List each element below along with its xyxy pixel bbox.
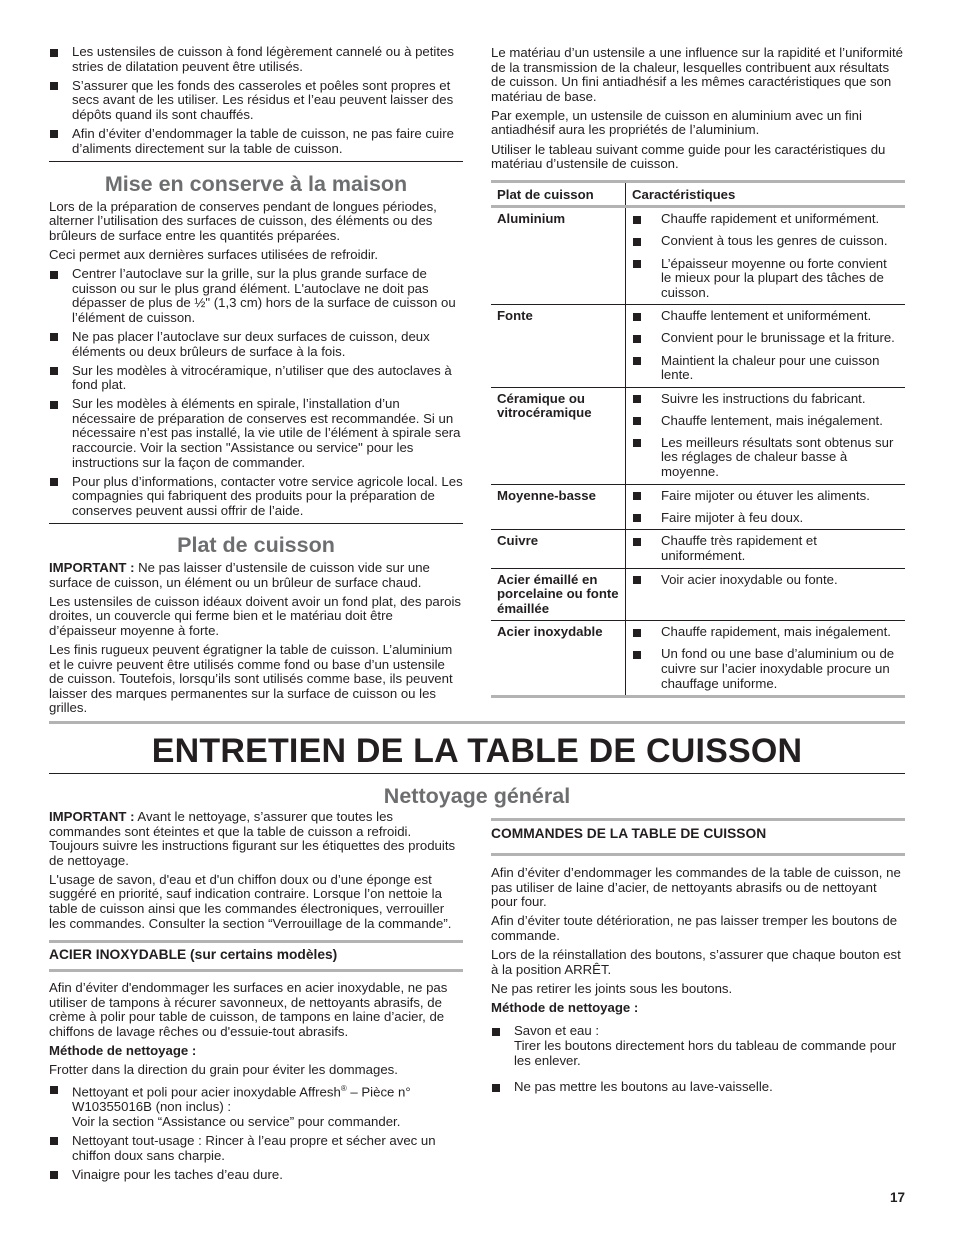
characteristics-list — [632, 573, 899, 588]
table-cell-characteristics — [626, 530, 906, 568]
section-heading: Nettoyage général — [383, 784, 571, 808]
list-item-title: Savon et eau : — [514, 1023, 600, 1039]
important-text: Avant le nettoyage, s’assurer que toutes les commandes sont éteintes et que la table de cuisson a refroidi. Toujours suivre les instructions figurant sur les étiquettes des produits de nettoyage. — [49, 809, 456, 868]
product-part: – Pièce n° W10355016B (non inclus) : — [72, 1084, 411, 1115]
controls-bullet-list — [491, 1024, 905, 1094]
list-item: Sur les modèles à éléments en spirale, l’installation d’un nécessaire de préparation de conserves est recommandée. Si un nécessaire n’est pas installé, la vie utile de l’élément à spirale sera raccourcie. Voir la section "Assistance ou service" pour les instructions sur la façon de commander. — [49, 397, 463, 470]
table-cell-characteristics — [626, 207, 906, 305]
table-cell-material: Aluminium — [491, 207, 626, 305]
list-item: Voir acier inoxydable ou fonte. — [632, 573, 899, 588]
canning-paragraph: Lors de la préparation de conserves pendant de longues périodes, alterner l’utilisation des surfaces de cuisson, des éléments ou des brûleurs de surface entre les quantités préparées. — [49, 198, 437, 243]
divider — [49, 523, 463, 524]
important-label: IMPORTANT : — [49, 809, 135, 824]
important-paragraph — [49, 561, 463, 590]
table-row — [491, 305, 905, 387]
canning-bullet-list — [49, 267, 463, 519]
product-note: Voir la section “Assistance ou service” pour commander. — [72, 1113, 401, 1129]
cookware-table — [491, 180, 905, 698]
list-item: L’épaisseur moyenne ou forte convient le mieux pour la plupart des tâches de cuisson. — [632, 257, 899, 301]
right-bottom-column — [491, 818, 905, 1099]
controls-paragraph: Afin d’éviter toute détérioration, ne pas laisser tremper les boutons de commande. — [491, 913, 898, 943]
left-top-column — [49, 45, 463, 720]
table-row — [491, 387, 905, 484]
table-cell-characteristics — [626, 484, 906, 530]
list-item: Ne pas mettre les boutons au lave-vaisselle. — [491, 1080, 905, 1095]
table-cell-material: Acier émaillé en porcelaine ou fonte émaillée — [491, 568, 626, 621]
list-item: Les meilleurs résultats sont obtenus sur les réglages de chaleur basse à moyenne. — [632, 436, 899, 480]
characteristics-list — [632, 625, 899, 691]
list-item: Faire mijoter à feu doux. — [632, 511, 899, 526]
important-text: Ne pas laisser d’ustensile de cuisson vide sur une surface de cuisson, un élément ou un brûleur de surface chaud. — [49, 560, 430, 590]
title-top-rule — [49, 721, 905, 724]
stainless-paragraph: Afin d’éviter d'endommager les surfaces en acier inoxydable, ne pas utiliser de tampons à récurer savonneux, de nettoyants abrasifs, de crème à polir pour table de cuisson, de tampons en laine d’acier, de chiffons de lavage rêches ou d'essuie-tout abrasifs. — [49, 980, 448, 1040]
page-title: ENTRETIEN DE LA TABLE DE CUISSON — [151, 732, 803, 770]
table-header-characteristics: Caractéristiques — [632, 186, 736, 202]
list-item: Ne pas placer l’autoclave sur deux surfaces de cuisson, deux éléments ou deux brûleurs de surface à la fois. — [49, 330, 463, 359]
cookware-paragraph: Les ustensiles de cuisson idéaux doivent avoir un fond plat, des parois droites, un couvercle qui ferme bien et le matériau doit être d’épaisseur moyenne à forte. — [49, 593, 461, 638]
title-bottom-rule — [49, 773, 905, 774]
table-row — [491, 530, 905, 568]
table-cell-material: Céramique ou vitrocéramique — [491, 387, 626, 484]
stainless-subheading: ACIER INOXYDABLE (sur certains modèles) — [49, 947, 338, 963]
list-item: Maintient la chaleur pour une cuisson lente. — [632, 354, 899, 383]
table-cell-characteristics — [626, 305, 906, 387]
canning-paragraph: Ceci permet aux dernières surfaces utilisées de refroidir. — [49, 246, 379, 262]
list-item: Chauffe très rapidement et uniformément. — [632, 534, 899, 563]
table-cell-characteristics — [626, 621, 906, 697]
list-item: Les ustensiles de cuisson à fond légèrement cannelé ou à petites stries de dilatation peuvent être utilisés. — [49, 45, 463, 74]
table-cell-material: Acier inoxydable — [491, 621, 626, 697]
list-item: Convient à tous les genres de cuisson. — [632, 234, 899, 249]
stainless-subheading-box — [49, 940, 463, 972]
table-cell-material: Moyenne-basse — [491, 484, 626, 530]
divider — [49, 161, 463, 162]
characteristics-list — [632, 392, 899, 480]
list-item: Pour plus d’informations, contacter votre service agricole local. Les compagnies qui fabriquent des produits pour la préparation de conserves peuvent aussi offrir de l’aide. — [49, 475, 463, 519]
table-cell-characteristics — [626, 568, 906, 621]
list-item: Sur les modèles à vitrocéramique, n’utiliser que des autoclaves à fond plat. — [49, 364, 463, 393]
table-header-row — [491, 181, 905, 207]
intro-bullet-list — [49, 45, 463, 156]
left-bottom-column — [49, 810, 463, 1187]
canning-heading: Mise en conserve à la maison — [104, 171, 408, 196]
list-item: Faire mijoter ou étuver les aliments. — [632, 489, 899, 504]
controls-paragraph: Ne pas retirer les joints sous les boutons. — [491, 980, 733, 996]
page-number: 17 — [889, 1190, 905, 1205]
list-item: Chauffe rapidement et uniformément. — [632, 212, 899, 227]
list-item — [49, 1082, 463, 1129]
table-cell-material: Cuivre — [491, 530, 626, 568]
material-paragraph: Utiliser le tableau suivant comme guide pour les caractéristiques du matériau d’ustensile de cuisson. — [491, 141, 886, 172]
list-item: Centrer l’autoclave sur la grille, sur la plus grande surface de cuisson ou sur le plus grand élément. L'autoclave ne doit pas dépasser de plus de ½" (1,3 cm) hors de la surface de cuisson ou l’élément de cuisson. — [49, 267, 463, 325]
list-item: Un fond ou une base d’aluminium ou de cuivre sur l’acier inoxydable procure un chauffage uniforme. — [632, 647, 899, 691]
material-paragraph: Le matériau d’un ustensile a une influence sur la rapidité et l’uniformité de la transmission de la chaleur, lesquelles contribuent aux résultats de cuisson. Un fini antiadhésif a les mêmes caractéristiques que son matériau de base. — [491, 45, 903, 104]
stainless-paragraph: Frotter dans la direction du grain pour éviter les dommages. — [49, 1062, 398, 1078]
controls-subheading: COMMANDES DE LA TABLE DE CUISSON — [491, 826, 767, 841]
cookware-paragraph: Les finis rugueux peuvent égratigner la table de cuisson. L’aluminium et le cuivre peuvent être utilisés comme fond ou base d’un ustensile de cuisson. Toutefois, lorsqu’ils sont utilisés comme base, ils peuvent laisser des marques permanentes sur la surface de cuisson ou les grilles. — [49, 642, 453, 716]
stainless-bullet-list — [49, 1082, 463, 1182]
table-row — [491, 568, 905, 621]
method-label — [491, 1001, 905, 1016]
registered-mark: ® — [340, 1084, 347, 1094]
table-header-material: Plat de cuisson — [491, 181, 626, 207]
controls-paragraph: Lors de la réinstallation des boutons, s’assurer que chaque bouton est à la position ARRÊT. — [491, 946, 901, 977]
material-paragraph: Par exemple, un ustensile de cuisson en aluminium avec un fini antiadhésif aura les propriétés de l’aluminium. — [491, 107, 862, 138]
table-row — [491, 207, 905, 305]
table-cell-characteristics — [626, 387, 906, 484]
characteristics-list — [632, 489, 899, 526]
cleaning-paragraph: L'usage de savon, d'eau et d'un chiffon doux ou d’une éponge est suggéré en priorité, sauf indication contraire. Lorsque l’on nettoie la table de cuisson ainsi que les commandes électroniques, verrouiller les commandes. Consulter la section “Verrouillage de la commande”. — [49, 871, 452, 931]
important-paragraph — [49, 810, 463, 868]
list-item — [491, 1024, 905, 1068]
cookware-heading: Plat de cuisson — [177, 533, 335, 558]
method-label-text: Méthode de nettoyage : — [49, 1043, 197, 1059]
controls-subheading-box — [491, 818, 905, 856]
list-item-text: Tirer les boutons directement hors du tableau de commande pour les enlever. — [514, 1037, 897, 1068]
product-name: Nettoyant et poli pour acier inoxydable Affresh — [72, 1084, 341, 1100]
list-item: Nettoyant tout-usage : Rincer à l’eau propre et sécher avec un chiffon doux sans charpie. — [49, 1134, 463, 1163]
table-row — [491, 621, 905, 697]
characteristics-list — [632, 534, 899, 563]
right-top-column — [491, 46, 905, 698]
characteristics-list — [632, 212, 899, 300]
characteristics-list — [632, 309, 899, 382]
list-item: S’assurer que les fonds des casseroles et poêles sont propres et secs avant de les utiliser. Les résidus et l’eau peuvent laisser des dépôts quand ils sont chauffés. — [49, 79, 463, 123]
list-item: Suivre les instructions du fabricant. — [632, 392, 899, 407]
list-item: Chauffe lentement et uniformément. — [632, 309, 899, 324]
list-item: Convient pour le brunissage et la friture. — [632, 331, 899, 346]
list-item: Chauffe lentement, mais inégalement. — [632, 414, 899, 429]
controls-paragraph: Afin d’éviter d’endommager les commandes de la table de cuisson, ne pas utiliser de laine d’acier, de nettoyants abrasifs ou de nettoyant pour four. — [491, 865, 901, 910]
method-label — [49, 1044, 463, 1059]
table-cell-material: Fonte — [491, 305, 626, 387]
important-label: IMPORTANT : — [49, 560, 135, 576]
list-item: Afin d’éviter d’endommager la table de cuisson, ne pas faire cuire d’aliments directement sur la table de cuisson. — [49, 127, 463, 156]
table-row — [491, 484, 905, 530]
list-item: Vinaigre pour les taches d’eau dure. — [49, 1168, 463, 1183]
list-item: Chauffe rapidement, mais inégalement. — [632, 625, 899, 640]
method-label-text: Méthode de nettoyage : — [491, 999, 639, 1015]
